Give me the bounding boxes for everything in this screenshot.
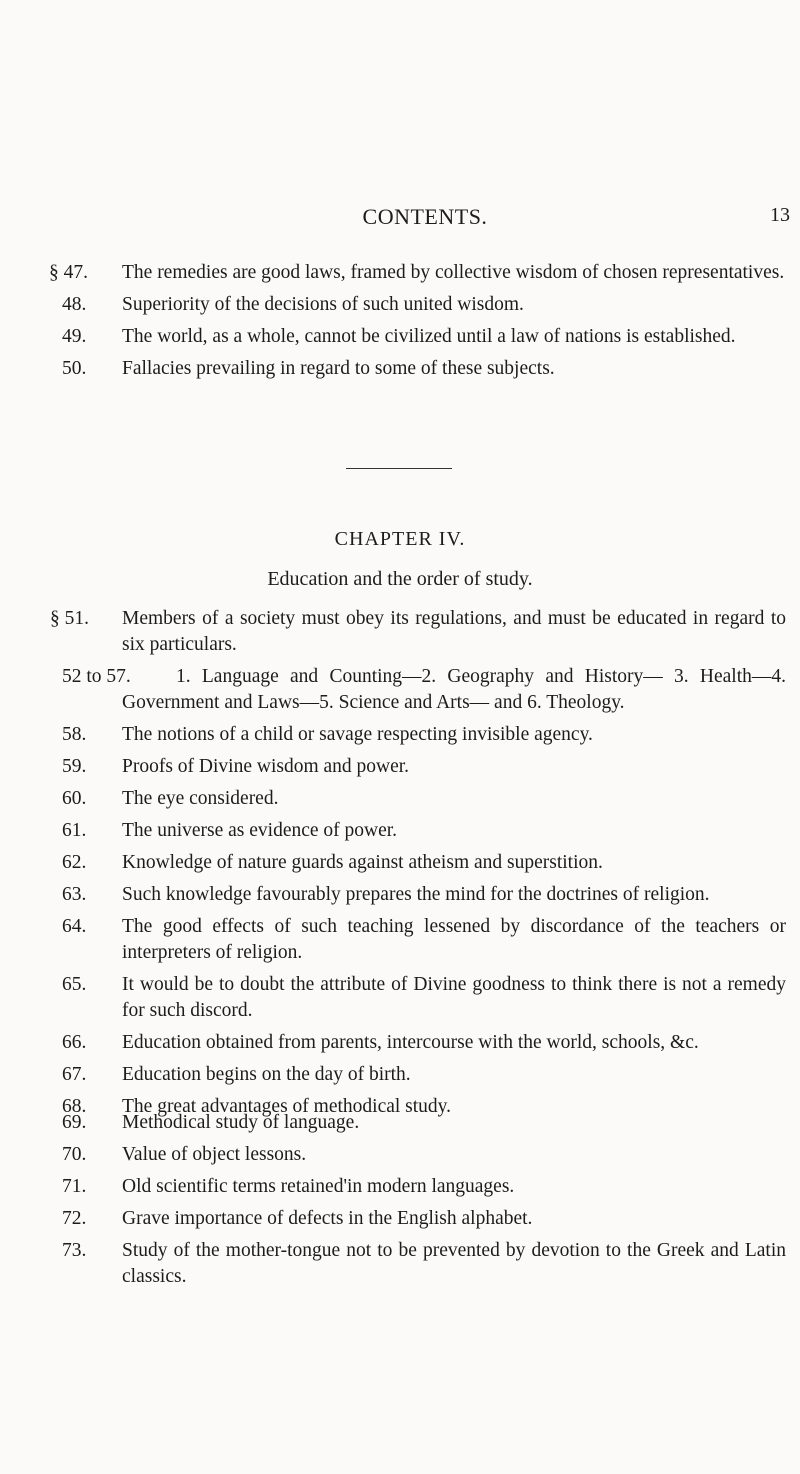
- entry-number: 72.: [62, 1208, 87, 1229]
- entry-number: 59.: [62, 756, 87, 777]
- contents-entry: [62, 850, 786, 876]
- entry-text: Education begins on the day of birth.: [122, 1064, 411, 1085]
- contents-entry: [62, 1174, 786, 1200]
- entry-number: 67.: [62, 1064, 87, 1085]
- entry-text: The remedies are good laws, framed by collective wisdom of chosen representatives.: [122, 262, 785, 283]
- entry-text: The universe as evidence of power.: [122, 820, 398, 841]
- contents-entry: [62, 722, 786, 748]
- contents-entry: [62, 818, 786, 844]
- entry-text: Fallacies prevailing in regard to some of these subjects.: [122, 358, 555, 379]
- entry-number: § 47.: [49, 262, 88, 283]
- contents-entry: [62, 972, 786, 1024]
- running-title: CONTENTS.: [362, 204, 488, 229]
- entry-number: § 51.: [50, 608, 89, 629]
- entry-number: 63.: [62, 884, 87, 905]
- contents-block-1: [49, 260, 786, 382]
- entry-text: The notions of a child or savage respecting invisible agency.: [122, 724, 593, 745]
- contents-entry: [62, 754, 786, 780]
- entry-number: 65.: [62, 974, 87, 995]
- entry-number: 48.: [62, 294, 87, 315]
- entry-number: 49.: [62, 326, 87, 347]
- contents-entry: [62, 1238, 786, 1290]
- entry-text: Superiority of the decisions of such united wisdom.: [122, 294, 524, 315]
- contents-block-3: [62, 1110, 786, 1290]
- contents-entry: [62, 1110, 786, 1136]
- entry-number: 70.: [62, 1144, 87, 1165]
- entry-number: 68.: [62, 1096, 87, 1117]
- contents-entry: [62, 1062, 786, 1088]
- chapter-subtitle: Education and the order of study.: [267, 568, 533, 590]
- entry-text: The good effects of such teaching lessened by discordance of the teachers or interpreters of religion.: [122, 916, 786, 963]
- entry-text: The world, as a whole, cannot be civilized until a law of nations is established.: [122, 326, 736, 347]
- entry-text: Value of object lessons.: [122, 1144, 307, 1165]
- contents-entry: [50, 606, 786, 658]
- chapter-title: CHAPTER IV.: [334, 528, 466, 550]
- entry-number: 50.: [62, 358, 87, 379]
- contents-block-2: [50, 606, 786, 1120]
- entry-number: 58.: [62, 724, 87, 745]
- entry-number: 64.: [62, 916, 87, 937]
- entry-text: The great advantages of methodical study.: [122, 1096, 452, 1117]
- entry-text: Proofs of Divine wisdom and power.: [122, 756, 410, 777]
- entry-number: 66.: [62, 1032, 87, 1053]
- entry-number: 73.: [62, 1240, 87, 1261]
- entry-number: 71.: [62, 1176, 87, 1197]
- contents-entry: [49, 260, 786, 286]
- contents-entry: [62, 914, 786, 966]
- contents-entry: [62, 324, 786, 350]
- contents-entry: [62, 356, 786, 382]
- entry-text: Study of the mother-tongue not to be prevented by devotion to the Greek and Latin classics.: [122, 1240, 786, 1287]
- entry-text: Old scientific terms retained'in modern languages.: [122, 1176, 515, 1197]
- entry-text: 1. Language and Counting—2. Geography and History— 3. Health—4. Government and Laws—5. Science and Arts— and 6. Theology.: [122, 666, 786, 713]
- entry-number: 69.: [62, 1112, 87, 1133]
- entry-number: 52 to 57.: [62, 666, 131, 687]
- contents-entry: [62, 786, 786, 812]
- entry-text: Education obtained from parents, intercourse with the world, schools, &c.: [122, 1032, 699, 1053]
- entry-text: Grave importance of defects in the English alphabet.: [122, 1208, 533, 1229]
- section-divider: [346, 468, 452, 469]
- entry-text: Methodical study of language.: [122, 1112, 360, 1133]
- contents-entry: [62, 1030, 786, 1056]
- contents-entry: [62, 1206, 786, 1232]
- entry-number: 62.: [62, 852, 87, 873]
- page-number: 13: [770, 204, 790, 226]
- running-head: [60, 204, 790, 234]
- contents-entry: [62, 882, 786, 908]
- entry-number: 60.: [62, 788, 87, 809]
- contents-entry: [62, 664, 786, 716]
- entry-text: It would be to doubt the attribute of Divine goodness to think there is not a remedy for such discord.: [122, 974, 786, 1021]
- entry-number: 61.: [62, 820, 87, 841]
- entry-text: Members of a society must obey its regulations, and must be educated in regard to six particulars.: [122, 608, 786, 655]
- entry-text: Such knowledge favourably prepares the mind for the doctrines of religion.: [122, 884, 710, 905]
- entry-text: Knowledge of nature guards against atheism and superstition.: [122, 852, 603, 873]
- entry-text: The eye considered.: [122, 788, 279, 809]
- contents-entry: [62, 292, 786, 318]
- contents-entry: [62, 1142, 786, 1168]
